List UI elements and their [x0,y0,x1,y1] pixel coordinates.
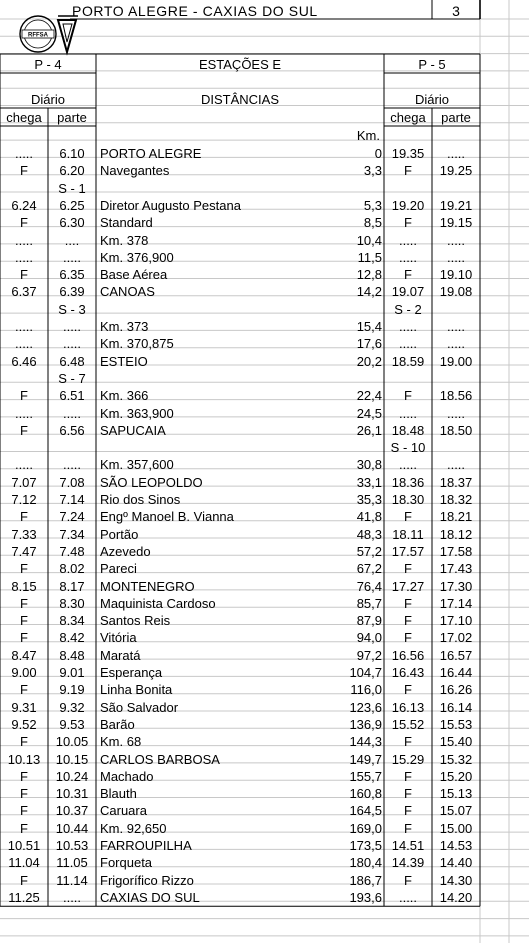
railway-logo-icon [18,14,94,60]
header-left-arrive: chega [6,110,42,125]
cell-r1: 18.11 [392,526,424,542]
cell-km: 87,9 [356,613,382,629]
header-left-sub: Diário [31,92,65,107]
cell-l2: 8.34 [59,613,85,629]
cell-r2: 14.30 [439,872,473,888]
cell-r1: ..... [398,405,418,421]
cell-st: CARLOS BARBOSA [100,751,220,767]
cell-r1: 18.36 [391,474,425,490]
cell-r2: 17.02 [439,630,473,646]
cell-l2: 7.48 [59,543,85,559]
cell-r2: 15.00 [439,820,473,836]
cell-r2: ..... [446,249,466,265]
cell-st: Base Aérea [100,267,168,283]
cell-r1: 18.30 [391,492,425,507]
cell-l1: F [20,786,28,802]
cell-st: Standard [100,215,153,231]
cell-km: 164,5 [349,803,382,819]
cell-st: Blauth [100,786,137,802]
cell-l2: 6.48 [59,353,85,369]
cell-l1: 8.15 [11,578,37,594]
cell-l1: F [20,768,28,784]
cell-l2: 7.14 [59,492,85,507]
cell-l2: ..... [62,319,82,334]
cell-r2: 16.44 [439,665,473,680]
cell-r1: ..... [398,319,418,334]
cell-l2: 6.56 [59,422,85,438]
header-middle-top: ESTAÇÕES E [198,57,282,72]
cell-r1: F [404,509,412,525]
cell-l1: F [20,630,28,646]
cell-r1: F [404,682,412,698]
cell-l2: 7.34 [59,526,85,542]
cell-l1: F [20,803,28,819]
cell-st: ESTEIO [100,353,148,369]
cell-l2: S - 7 [58,370,86,386]
cell-r1: 19.07 [391,284,425,300]
cell-r2: 17.58 [439,543,473,559]
cell-r1: F [404,267,412,283]
cell-r1: F [404,872,412,888]
cell-r2: 18.56 [439,388,473,404]
cell-r1: F [404,734,412,750]
cell-l1: 9.52 [11,716,37,732]
cell-r2: 15.40 [439,734,473,750]
header-right-train: P - 5 [418,57,446,72]
cell-r2: 17.14 [439,595,473,611]
cell-r2: 19.00 [439,353,473,369]
cell-r2: 15.07 [439,803,473,819]
cell-l2: 10.44 [55,820,89,836]
cell-l2: 10.37 [55,803,89,819]
cell-km: 186,7 [349,872,382,888]
cell-r2: 18.32 [439,492,473,507]
cell-km: 76,4 [356,578,382,594]
cell-st: Esperança [100,665,163,680]
cell-r1: 18.48 [391,422,425,438]
cell-r1: 18.59 [391,353,425,369]
cell-st: PORTO ALEGRE [100,146,202,161]
cell-r1: 15.52 [391,716,425,732]
cell-km: 116,0 [350,682,382,698]
cell-st: FARROUPILHA [100,838,192,853]
cell-r1: 16.13 [391,699,425,715]
cell-l1: 6.24 [11,197,37,213]
cell-km: 15,4 [356,319,382,334]
cell-l1: ..... [14,405,34,421]
cell-km: 57,2 [356,543,382,559]
cell-r1: 17.57 [391,543,425,559]
cell-r2: 16.26 [439,682,473,698]
cell-l2: S - 1 [58,180,86,196]
header-left-train: P - 4 [34,57,62,72]
cell-km: 48,3 [356,526,382,542]
cell-l1: 11.25 [8,889,40,905]
cell-l1: F [20,820,28,836]
cell-r2: 17.43 [439,561,473,577]
cell-km: 22,4 [356,388,382,404]
cell-l1: ..... [14,457,34,473]
cell-km: 173,5 [349,838,382,853]
cell-r1: ..... [398,249,418,265]
cell-l2: 7.24 [59,509,85,525]
cell-r1: F [404,388,412,404]
cell-r1: F [404,595,412,611]
header-right-depart: parte [441,110,471,125]
cell-st: SÃO LEOPOLDO [100,474,203,490]
header-middle-bottom: DISTÂNCIAS [200,92,279,107]
cell-r2: ..... [446,336,466,352]
cell-l1: ..... [14,319,34,334]
cell-l2: 6.20 [59,163,85,179]
cell-st: Engº Manoel B. Vianna [100,509,234,525]
cell-l2: 8.17 [59,578,85,594]
cell-r1: 17.27 [391,578,425,594]
cell-l2: 10.24 [55,768,89,784]
cell-km: 3,3 [363,163,382,179]
cell-st: CAXIAS DO SUL [100,889,200,905]
cell-l2: 9.32 [59,699,85,715]
cell-km: 123,6 [349,699,382,715]
cell-km: 160,8 [349,786,382,802]
cell-km: 85,7 [356,595,382,611]
cell-r1: F [404,820,412,836]
cell-r2: ..... [446,232,466,248]
cell-l2: 11.05 [56,855,88,871]
cell-r1: F [404,215,412,231]
cell-st: Km. 92,650 [100,820,167,836]
cell-st: SAPUCAIA [100,422,166,438]
cell-km: 193,6 [349,889,382,905]
cell-l1: F [20,682,28,698]
cell-st: Azevedo [100,543,151,559]
cell-l2: 10.53 [55,838,89,853]
cell-l1: ..... [14,336,34,352]
cell-l1: 9.31 [11,699,37,715]
cell-r1: S - 2 [394,301,422,317]
cell-st: Maratá [100,647,141,663]
cell-km: 20,2 [356,353,382,369]
cell-r2: 17.10 [439,613,473,629]
cell-r1: 16.56 [391,647,425,663]
cell-r2: 18.50 [439,422,473,438]
cell-r1: 15.29 [391,751,425,767]
cell-l2: 10.31 [55,786,89,802]
header-right-arrive: chega [390,110,426,125]
cell-l2: 6.39 [59,284,85,300]
cell-r2: 19.10 [439,267,473,283]
cell-km: 155,7 [349,768,382,784]
cell-l1: 7.12 [11,492,37,507]
cell-r1: ..... [398,889,418,905]
cell-st: Km. 363,900 [100,405,174,421]
header-left-depart: parte [57,110,87,125]
cell-km: 0 [374,146,382,161]
cell-l2: 8.48 [59,647,85,663]
cell-l1: F [20,267,28,283]
cell-r2: 19.15 [439,215,473,231]
cell-l2: ..... [62,889,82,905]
cell-km: 35,3 [356,492,382,507]
cell-r1: F [404,613,412,629]
cell-l2: 10.05 [55,734,89,750]
cell-r1: F [404,786,412,802]
page-number: 3 [452,3,460,19]
cell-r2: 15.32 [439,751,473,767]
header-right-sub: Diário [415,92,449,107]
cell-r2: 14.20 [439,889,473,905]
cell-km: 136,9 [349,716,382,732]
cell-l1: ..... [14,146,34,161]
cell-km: 26,1 [356,422,382,438]
cell-r2: ..... [446,319,466,334]
cell-r2: 18.21 [439,509,473,525]
cell-r1: ..... [398,457,418,473]
cell-r1: 14.51 [391,838,425,853]
cell-r2: 16.57 [439,647,473,663]
cell-l1: 9.00 [11,665,37,680]
cell-km: 17,6 [356,336,382,352]
cell-st: Linha Bonita [100,682,173,698]
cell-l1: F [20,872,28,888]
cell-l2: 11.14 [56,872,88,888]
cell-l1: F [20,388,28,404]
cell-l1: F [20,215,28,231]
cell-st: Maquinista Cardoso [100,595,216,611]
cell-l1: 10.51 [7,838,41,853]
cell-st: Km. 370,875 [100,336,174,352]
cell-r1: ..... [398,232,418,248]
cell-km: 94,0 [356,630,382,646]
cell-st: Km. 373 [100,319,149,334]
cell-st: Forqueta [100,855,153,871]
cell-km: 104,7 [349,665,382,680]
cell-km: 8,5 [363,215,382,231]
cell-st: Portão [100,526,139,542]
cell-r1: F [404,630,412,646]
cell-st: Rio dos Sinos [100,492,181,507]
cell-l2: 8.30 [59,595,85,611]
cell-r2: 14.53 [439,838,473,853]
cell-r1: F [404,561,412,577]
cell-r1: S - 10 [390,440,426,456]
cell-km: 11,5 [357,249,382,265]
cell-st: Frigorífico Rizzo [100,872,194,888]
cell-r2: 19.21 [439,197,473,213]
cell-st: MONTENEGRO [100,578,195,594]
cell-r2: 16.14 [439,699,473,715]
cell-km: 144,3 [349,734,382,750]
cell-l1: 6.37 [11,284,37,300]
cell-r2: 19.08 [439,284,473,300]
cell-l2: 8.42 [59,630,85,646]
cell-st: Pareci [100,561,137,577]
cell-st: São Salvador [100,699,179,715]
cell-l2: ..... [62,457,82,473]
cell-km: 41,8 [356,509,382,525]
cell-st: Caruara [100,803,147,819]
svg-text:RFFSA: RFFSA [28,32,48,39]
cell-l2: 6.25 [59,197,85,213]
cell-l1: 11.04 [8,855,40,871]
cell-l1: F [20,422,28,438]
cell-km: 5,3 [363,197,382,213]
page-title: PORTO ALEGRE - CAXIAS DO SUL [72,3,318,19]
cell-l2: ..... [62,405,82,421]
cell-l2: 9.01 [59,665,85,680]
cell-l2: 6.51 [59,388,85,404]
cell-r1: 19.35 [391,146,425,161]
cell-st: Navegantes [100,163,170,179]
cell-l2: ..... [62,249,82,265]
cell-l1: F [20,595,28,611]
cell-st: Vitória [100,630,137,646]
cell-l1: F [20,509,28,525]
cell-l2: 8.02 [59,561,85,577]
cell-l2: 7.08 [59,474,85,490]
cell-l2: 10.15 [55,751,89,767]
cell-r2: 15.13 [439,786,473,802]
cell-st: Km. 378 [100,232,149,248]
cell-r2: 15.53 [439,716,473,732]
cell-l1: F [20,734,28,750]
cell-l1: 10.13 [7,751,41,767]
cell-l1: 7.07 [11,474,37,490]
cell-l1: F [20,163,28,179]
cell-l2: 6.30 [59,215,85,231]
cell-km: 169,0 [349,820,382,836]
cell-st: Km. 68 [100,734,142,750]
cell-r2: 18.37 [439,474,473,490]
cell-l1: 6.46 [11,353,37,369]
cell-st: Km. 366 [100,388,149,404]
cell-l1: F [20,613,28,629]
cell-l1: 7.33 [11,526,37,542]
cell-l1: ..... [14,249,34,265]
cell-r1: 14.39 [391,855,425,871]
cell-st: Diretor Augusto Pestana [100,197,241,213]
cell-km: 97,2 [356,647,382,663]
cell-km: 14,2 [356,284,382,300]
cell-l2: 6.10 [59,146,85,161]
cell-r1: F [404,768,412,784]
cell-st: Km. 357,600 [100,457,174,473]
cell-r2: 19.25 [439,163,473,179]
cell-km: 67,2 [356,561,382,577]
cell-r2: 14.40 [439,855,473,871]
cell-km: 180,4 [349,855,382,871]
cell-km: 12,8 [356,267,382,283]
cell-r1: F [404,803,412,819]
cell-r1: F [404,163,412,179]
cell-l2: ..... [62,336,82,352]
cell-l1: 7.47 [11,543,37,559]
cell-l1: ..... [14,232,34,248]
cell-l2: S - 3 [58,301,86,317]
cell-km: 149,7 [349,751,382,767]
km-label: Km. [356,128,380,143]
cell-st: Santos Reis [100,613,171,629]
cell-st: Km. 376,900 [100,249,174,265]
cell-r2: ..... [446,146,466,161]
cell-r1: 19.20 [391,197,425,213]
cell-r1: 16.43 [391,665,425,680]
cell-km: 33,1 [356,474,382,490]
cell-r1: ..... [398,336,418,352]
cell-l2: 6.35 [59,267,85,283]
cell-st: Machado [100,768,154,784]
cell-l2: .... [64,232,80,248]
cell-l2: 9.19 [59,682,85,698]
cell-l1: 8.47 [11,647,37,663]
cell-km: 10,4 [356,232,382,248]
cell-l1: F [20,561,28,577]
cell-st: CANOAS [100,284,155,300]
cell-r2: 18.12 [439,526,473,542]
cell-km: 24,5 [356,405,382,421]
cell-r2: 15.20 [439,768,473,784]
cell-r2: ..... [446,457,466,473]
cell-l2: 9.53 [59,716,85,732]
cell-r2: ..... [446,405,466,421]
cell-st: Barão [100,716,135,732]
cell-r2: 17.30 [439,578,473,594]
cell-km: 30,8 [356,457,382,473]
